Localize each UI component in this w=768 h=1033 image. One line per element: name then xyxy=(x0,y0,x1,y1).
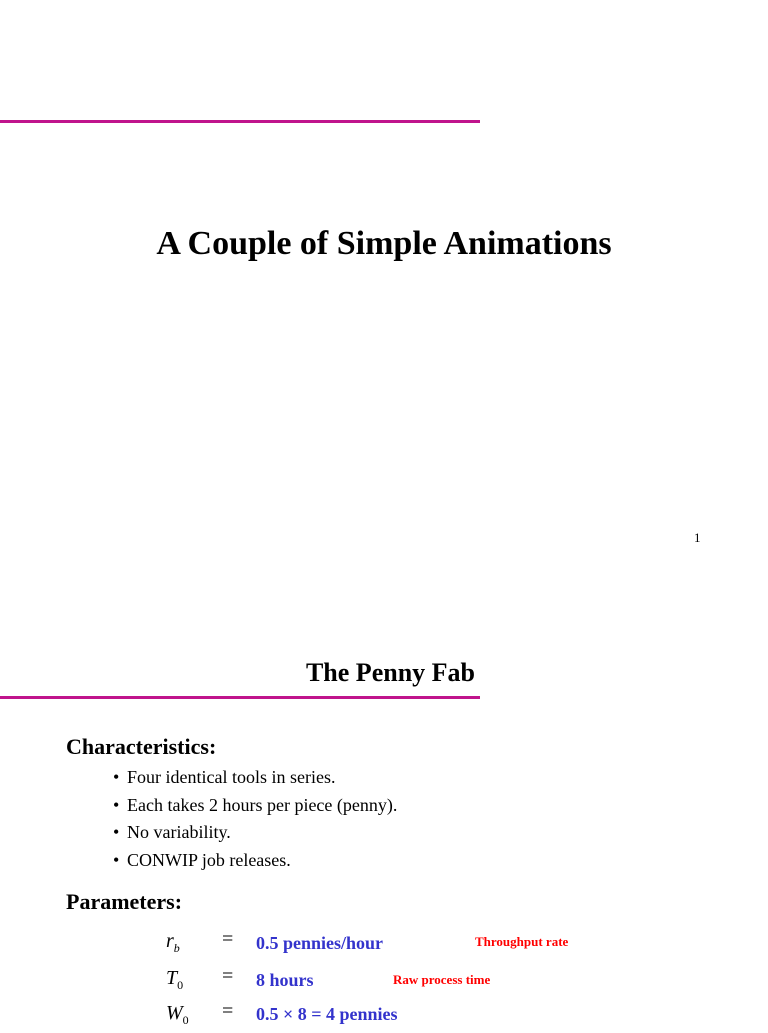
equals-sign: = xyxy=(222,965,234,987)
bullet-icon: • xyxy=(113,794,120,815)
bullet-text: No variability. xyxy=(127,822,231,842)
parameters-heading: Parameters: xyxy=(66,889,183,914)
parameter-note: Throughput rate xyxy=(475,934,569,949)
bullet-text: Each takes 2 hours per piece (penny). xyxy=(127,794,398,815)
parameter-value: 0.5 × 8 = 4 pennies xyxy=(256,1004,398,1024)
bullet-text: CONWIP job releases. xyxy=(127,849,291,870)
slide1-top-rule xyxy=(0,120,480,123)
bullet-icon: • xyxy=(113,767,120,787)
bullet-icon: • xyxy=(113,849,120,870)
parameter-value: 0.5 pennies/hour xyxy=(256,933,384,953)
parameter-symbol: $r_b$ xyxy=(166,930,180,955)
list-item xyxy=(113,819,397,847)
bullet-text: Four identical tools in series. xyxy=(127,767,336,787)
page-number: 1 xyxy=(694,530,701,545)
list-item xyxy=(113,792,397,820)
characteristics-list xyxy=(113,764,397,874)
parameter-note: Raw process time xyxy=(393,972,491,987)
parameter-row-throughput xyxy=(0,928,768,958)
equals-sign: = xyxy=(222,928,234,950)
bullet-icon: • xyxy=(113,822,120,842)
parameter-value: 8 hours xyxy=(256,970,314,990)
characteristics-heading: Characteristics: xyxy=(66,734,217,759)
slide1-title: A Couple of Simple Animations xyxy=(156,225,612,262)
parameter-row-raw-process-time xyxy=(0,965,768,995)
list-item xyxy=(113,764,397,792)
parameter-symbol: $W_0$ xyxy=(166,1002,189,1027)
list-item xyxy=(113,847,397,875)
parameter-symbol: $T_0$ xyxy=(166,967,184,992)
slide2-title: The Penny Fab xyxy=(305,658,475,687)
equals-sign: = xyxy=(222,1000,234,1022)
parameter-row-critical-wip xyxy=(0,1000,768,1030)
slide2-title-rule xyxy=(0,696,480,699)
